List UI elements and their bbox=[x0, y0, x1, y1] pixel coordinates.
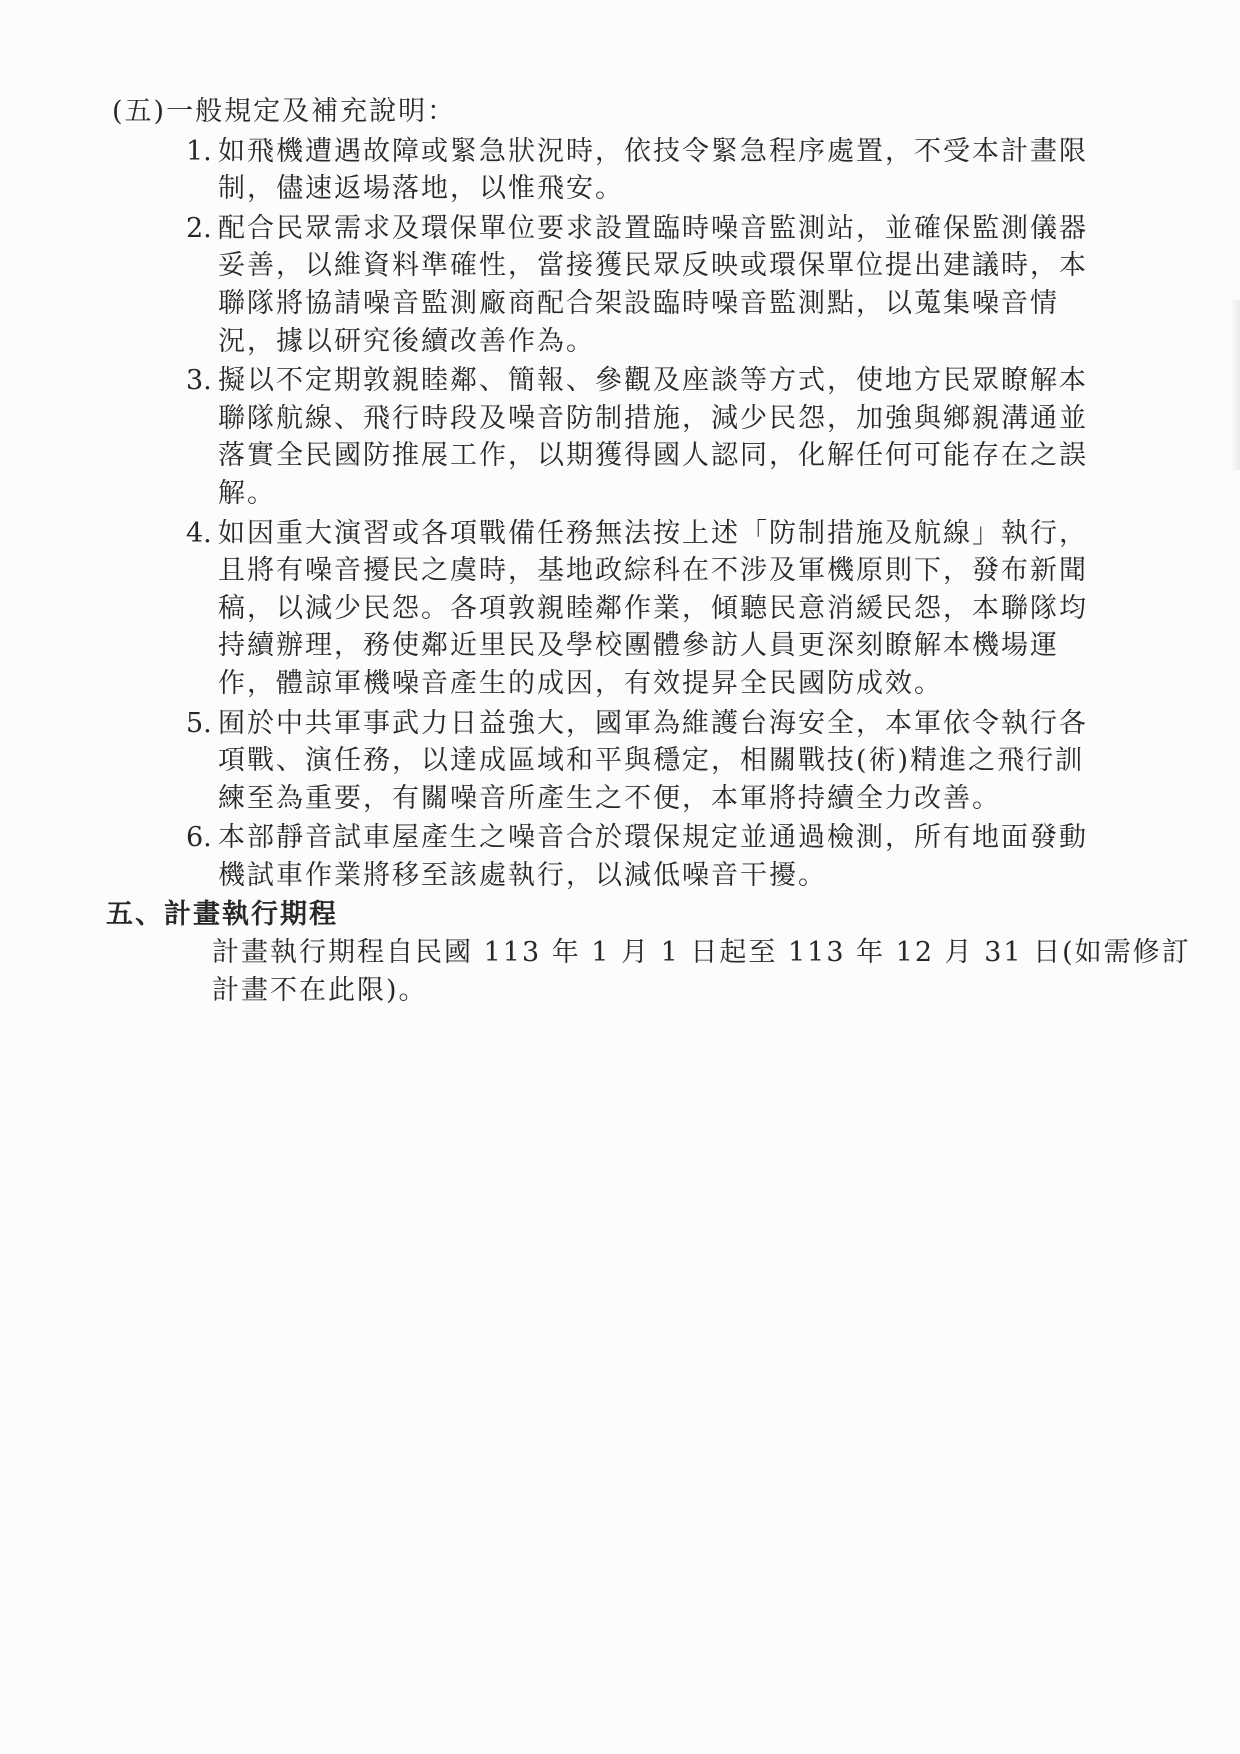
item-3-line-2: 聯隊航線、飛行時段及噪音防制措施，減少民怨，加強與鄉親溝通並 bbox=[218, 402, 1088, 434]
general-provisions-heading: (五)一般規定及補充說明： bbox=[112, 96, 457, 127]
item-4-line-5: 作，體諒軍機噪音產生的成因，有效提昇全民國防成效。 bbox=[218, 667, 943, 699]
item-1-line-2: 制，儘速返場落地，以惟飛安。 bbox=[218, 173, 624, 205]
item-5-line-3: 練至為重要，有關噪音所產生之不便，本軍將持續全力改善。 bbox=[218, 782, 1001, 814]
item-2-line-1-text: 配合民眾需求及環保單位要求設置臨時噪音監測站，並確保監測儀器 bbox=[218, 212, 1088, 244]
item-4-number: 4. bbox=[186, 517, 212, 549]
provision-item-1 bbox=[0, 133, 1240, 208]
item-3-line-1 bbox=[0, 362, 1240, 400]
schedule-line-2: 計畫不在此限)。 bbox=[212, 974, 428, 1006]
item-4-line-1-text: 如因重大演習或各項戰備任務無法按上述「防制措施及航線」執行， bbox=[218, 517, 1088, 549]
provision-item-3 bbox=[0, 362, 1240, 512]
provision-item-5 bbox=[0, 705, 1240, 818]
item-6-line-1-text: 本部靜音試車屋產生之噪音合於環保規定並通過檢測，所有地面發動 bbox=[218, 822, 1088, 854]
item-3-number: 3. bbox=[186, 365, 212, 397]
item-1-number: 1. bbox=[186, 135, 212, 167]
item-2-line-3: 聯隊將協請噪音監測廠商配合架設臨時噪音監測點，以蒐集噪音情 bbox=[218, 287, 1059, 319]
item-4-line-3: 稿，以減少民怨。各項敦親睦鄰作業，傾聽民意消緩民怨，本聯隊均 bbox=[218, 592, 1088, 624]
item-3-line-3: 落實全民國防推展工作，以期獲得國人認同，化解任何可能存在之誤 bbox=[218, 440, 1088, 472]
item-6-line-1 bbox=[0, 819, 1240, 857]
item-4-line-4: 持續辦理，務使鄰近里民及學校團體參訪人員更深刻瞭解本機場運 bbox=[218, 630, 1059, 662]
provision-item-2 bbox=[0, 210, 1240, 360]
item-2-line-4: 況，據以研究後續改善作為。 bbox=[218, 325, 595, 357]
item-1-line-1-text: 如飛機遭遇故障或緊急狀況時，依技令緊急程序處置，不受本計畫限 bbox=[218, 135, 1088, 167]
schedule-section-body bbox=[0, 934, 1240, 1009]
provision-item-6 bbox=[0, 819, 1240, 894]
item-2-line-1 bbox=[0, 210, 1240, 248]
item-6-number: 6. bbox=[186, 822, 212, 854]
item-1-line-1 bbox=[0, 133, 1240, 171]
item-4-line-1 bbox=[0, 515, 1240, 553]
schedule-line-1: 計畫執行期程自民國 113 年 1 月 1 日起至 113 年 12 月 31 日(如需修訂 bbox=[212, 937, 1191, 969]
item-3-line-4: 解。 bbox=[218, 477, 276, 509]
item-5-line-1-text: 囿於中共軍事武力日益強大，國軍為維護台海安全，本軍依令執行各 bbox=[218, 707, 1088, 739]
provision-item-4 bbox=[0, 515, 1240, 703]
item-5-number: 5. bbox=[186, 707, 212, 739]
item-3-line-1-text: 擬以不定期敦親睦鄰、簡報、參觀及座談等方式，使地方民眾瞭解本 bbox=[218, 365, 1088, 397]
item-6-line-2: 機試車作業將移至該處執行，以減低噪音干擾。 bbox=[218, 859, 827, 891]
item-4-line-2: 且將有噪音擾民之虞時，基地政綜科在不涉及軍機原則下，發布新聞 bbox=[218, 555, 1088, 587]
item-2-line-2: 妥善，以維資料準確性，當接獲民眾反映或環保單位提出建議時，本 bbox=[218, 250, 1088, 282]
schedule-section-heading: 五、計畫執行期程 bbox=[106, 899, 338, 931]
item-2-number: 2. bbox=[186, 212, 212, 244]
document-body bbox=[0, 93, 1240, 1009]
item-5-line-2: 項戰、演任務，以達成區域和平與穩定，相關戰技(術)精進之飛行訓 bbox=[218, 745, 1085, 777]
item-5-line-1 bbox=[0, 705, 1240, 743]
